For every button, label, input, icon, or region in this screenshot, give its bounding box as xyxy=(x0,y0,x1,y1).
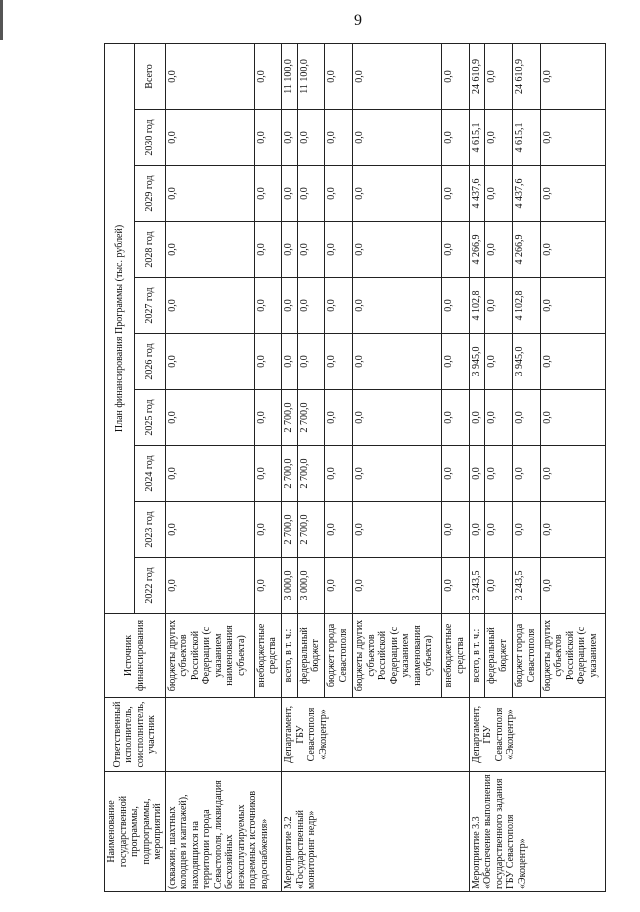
year-value-cell: 0,0 xyxy=(442,222,470,278)
year-value-cell: 0,0 xyxy=(325,110,353,166)
total-value-cell: 0,0 xyxy=(325,43,353,109)
year-value-cell: 0,0 xyxy=(325,390,353,446)
header-year: 2028 год xyxy=(135,222,165,278)
header-year: 2030 год xyxy=(135,110,165,166)
year-value-cell: 0,0 xyxy=(325,558,353,614)
header-name: Наименование государственной программы, подпрограммы, мероприятий xyxy=(105,772,166,892)
year-value-cell: 0,0 xyxy=(540,558,605,614)
year-value-cell: 0,0 xyxy=(513,390,541,446)
year-value-cell: 0,0 xyxy=(442,278,470,334)
total-value-cell: 24 610,9 xyxy=(469,43,484,109)
year-value-cell: 0,0 xyxy=(165,502,254,558)
year-value-cell: 0,0 xyxy=(540,166,605,222)
year-value-cell: 0,0 xyxy=(165,110,254,166)
year-value-cell: 0,0 xyxy=(353,110,442,166)
year-value-cell: 0,0 xyxy=(485,222,513,278)
year-value-cell: 0,0 xyxy=(485,502,513,558)
source-cell: федеральный бюджет xyxy=(297,614,325,698)
year-value-cell: 0,0 xyxy=(254,446,282,502)
year-value-cell: 0,0 xyxy=(485,446,513,502)
executor-cell: Департамент, ГБУ Севастополя «Экоцентр» xyxy=(282,698,470,772)
year-value-cell: 0,0 xyxy=(469,502,484,558)
year-value-cell: 0,0 xyxy=(485,334,513,390)
year-value-cell: 0,0 xyxy=(540,222,605,278)
page-number: 9 xyxy=(354,12,362,29)
year-value-cell: 0,0 xyxy=(325,278,353,334)
year-value-cell: 0,0 xyxy=(282,222,297,278)
year-value-cell: 0,0 xyxy=(442,334,470,390)
header-year: 2025 год xyxy=(135,390,165,446)
table-row xyxy=(165,43,254,891)
year-value-cell: 0,0 xyxy=(353,390,442,446)
source-cell: федеральный бюджет xyxy=(485,614,513,698)
executor-cell xyxy=(165,698,282,772)
rotated-table-wrapper xyxy=(104,44,599,892)
measure-name-cell: (скважин, шахтных колодцев и каптажей), находящихся на территории города Севастополя, ликвидация бесхозяйных неэксплуатируемых подземных источников водоснабжения» xyxy=(165,772,282,892)
source-cell: всего, в т. ч.: xyxy=(469,614,484,698)
total-value-cell: 0,0 xyxy=(442,43,470,109)
year-value-cell: 3 945,0 xyxy=(469,334,484,390)
year-value-cell: 3 243,5 xyxy=(513,558,541,614)
year-value-cell: 0,0 xyxy=(165,446,254,502)
year-value-cell: 4 266,9 xyxy=(513,222,541,278)
year-value-cell: 3 243,5 xyxy=(469,558,484,614)
header-plan: План финансирования Программы (тыс. рублей) xyxy=(105,43,135,613)
year-value-cell: 0,0 xyxy=(325,334,353,390)
year-value-cell: 0,0 xyxy=(442,166,470,222)
year-value-cell: 4 437,6 xyxy=(469,166,484,222)
total-value-cell: 11 100,0 xyxy=(297,43,325,109)
year-value-cell: 0,0 xyxy=(469,390,484,446)
year-value-cell: 2 700,0 xyxy=(282,502,297,558)
total-value-cell: 0,0 xyxy=(485,43,513,109)
year-value-cell: 0,0 xyxy=(282,334,297,390)
source-cell: внебюджетные средства xyxy=(254,614,282,698)
total-value-cell: 24 610,9 xyxy=(513,43,541,109)
year-value-cell: 0,0 xyxy=(165,166,254,222)
year-value-cell: 0,0 xyxy=(254,502,282,558)
year-value-cell: 0,0 xyxy=(297,110,325,166)
year-value-cell: 0,0 xyxy=(442,558,470,614)
year-value-cell: 0,0 xyxy=(325,166,353,222)
header-year: 2023 год xyxy=(135,502,165,558)
source-cell: внебюджетные средства xyxy=(442,614,470,698)
header-year: 2027 год xyxy=(135,278,165,334)
header-year: 2029 год xyxy=(135,166,165,222)
year-value-cell: 4 615,1 xyxy=(469,110,484,166)
year-value-cell: 0,0 xyxy=(442,390,470,446)
year-value-cell: 0,0 xyxy=(485,110,513,166)
year-value-cell: 2 700,0 xyxy=(297,446,325,502)
year-value-cell: 0,0 xyxy=(282,278,297,334)
table-body xyxy=(165,43,605,891)
year-value-cell: 0,0 xyxy=(442,446,470,502)
header-total: Всего xyxy=(135,43,165,109)
year-value-cell: 0,0 xyxy=(325,502,353,558)
year-value-cell: 0,0 xyxy=(254,222,282,278)
year-value-cell: 0,0 xyxy=(165,278,254,334)
year-value-cell: 0,0 xyxy=(165,222,254,278)
header-executor: Ответственный исполнитель, соисполнитель, участник xyxy=(105,698,166,772)
source-cell: бюджет города Севастополя xyxy=(513,614,541,698)
year-value-cell: 0,0 xyxy=(325,222,353,278)
total-value-cell: 0,0 xyxy=(540,43,605,109)
year-value-cell: 0,0 xyxy=(513,502,541,558)
header-year: 2024 год xyxy=(135,446,165,502)
year-value-cell: 0,0 xyxy=(165,558,254,614)
year-value-cell: 0,0 xyxy=(297,334,325,390)
year-value-cell: 0,0 xyxy=(540,110,605,166)
year-value-cell: 0,0 xyxy=(540,502,605,558)
year-value-cell: 0,0 xyxy=(485,558,513,614)
year-value-cell: 2 700,0 xyxy=(282,390,297,446)
header-source: Источник финансирования xyxy=(105,614,166,698)
year-value-cell: 3 945,0 xyxy=(513,334,541,390)
year-value-cell: 0,0 xyxy=(254,278,282,334)
year-value-cell: 0,0 xyxy=(282,166,297,222)
year-value-cell: 0,0 xyxy=(353,222,442,278)
year-value-cell: 4 437,6 xyxy=(513,166,541,222)
financing-table xyxy=(104,43,606,892)
year-value-cell: 4 102,8 xyxy=(469,278,484,334)
year-value-cell: 0,0 xyxy=(297,166,325,222)
source-cell: бюджеты других субъектов Российской Федерации (с указанием наименования субъекта) xyxy=(165,614,254,698)
year-value-cell: 2 700,0 xyxy=(282,446,297,502)
total-value-cell: 0,0 xyxy=(165,43,254,109)
year-value-cell: 3 000,0 xyxy=(297,558,325,614)
source-cell: бюджеты других субъектов Российской Федерации (с указанием xyxy=(540,614,605,698)
year-value-cell: 0,0 xyxy=(325,446,353,502)
year-value-cell: 0,0 xyxy=(485,166,513,222)
executor-cell: Департамент, ГБУ Севастополя «Экоцентр» xyxy=(469,698,605,772)
year-value-cell: 0,0 xyxy=(297,222,325,278)
source-cell: всего, в т. ч.: xyxy=(282,614,297,698)
source-cell: бюджеты других субъектов Российской Федерации (с указанием наименования субъекта) xyxy=(353,614,442,698)
year-value-cell: 2 700,0 xyxy=(297,390,325,446)
year-value-cell: 0,0 xyxy=(282,110,297,166)
year-value-cell: 0,0 xyxy=(485,390,513,446)
total-value-cell: 0,0 xyxy=(254,43,282,109)
year-value-cell: 3 000,0 xyxy=(282,558,297,614)
year-value-cell: 4 266,9 xyxy=(469,222,484,278)
table-row xyxy=(469,43,484,891)
year-value-cell: 0,0 xyxy=(540,390,605,446)
year-value-cell: 0,0 xyxy=(353,446,442,502)
year-value-cell: 0,0 xyxy=(254,166,282,222)
year-value-cell: 0,0 xyxy=(353,334,442,390)
year-value-cell: 0,0 xyxy=(353,166,442,222)
header-row-1 xyxy=(105,43,135,891)
year-value-cell: 0,0 xyxy=(254,110,282,166)
year-value-cell: 0,0 xyxy=(254,390,282,446)
year-value-cell: 0,0 xyxy=(485,278,513,334)
table-row xyxy=(282,43,297,891)
year-value-cell: 0,0 xyxy=(540,446,605,502)
year-value-cell: 0,0 xyxy=(540,334,605,390)
year-value-cell: 0,0 xyxy=(353,502,442,558)
page-edge-mark xyxy=(0,0,3,40)
year-value-cell: 0,0 xyxy=(353,558,442,614)
header-year: 2022 год xyxy=(135,558,165,614)
year-value-cell: 0,0 xyxy=(540,278,605,334)
year-value-cell: 0,0 xyxy=(165,334,254,390)
measure-name-cell: Мероприятие 3.3 «Обеспечение выполнения государственного задания ГБУ Севастополя «Экоцентр» xyxy=(469,772,605,892)
year-value-cell: 0,0 xyxy=(254,558,282,614)
year-value-cell: 0,0 xyxy=(442,502,470,558)
total-value-cell: 0,0 xyxy=(353,43,442,109)
year-value-cell: 4 615,1 xyxy=(513,110,541,166)
year-value-cell: 0,0 xyxy=(254,334,282,390)
header-year: 2026 год xyxy=(135,334,165,390)
measure-name-cell: Мероприятие 3.2 «Государственный мониторинг недр» xyxy=(282,772,470,892)
total-value-cell: 11 100,0 xyxy=(282,43,297,109)
year-value-cell: 0,0 xyxy=(165,390,254,446)
year-value-cell: 0,0 xyxy=(513,446,541,502)
year-value-cell: 2 700,0 xyxy=(297,502,325,558)
year-value-cell: 0,0 xyxy=(442,110,470,166)
year-value-cell: 0,0 xyxy=(469,446,484,502)
year-value-cell: 4 102,8 xyxy=(513,278,541,334)
year-value-cell: 0,0 xyxy=(353,278,442,334)
year-value-cell: 0,0 xyxy=(297,278,325,334)
source-cell: бюджет города Севастополя xyxy=(325,614,353,698)
